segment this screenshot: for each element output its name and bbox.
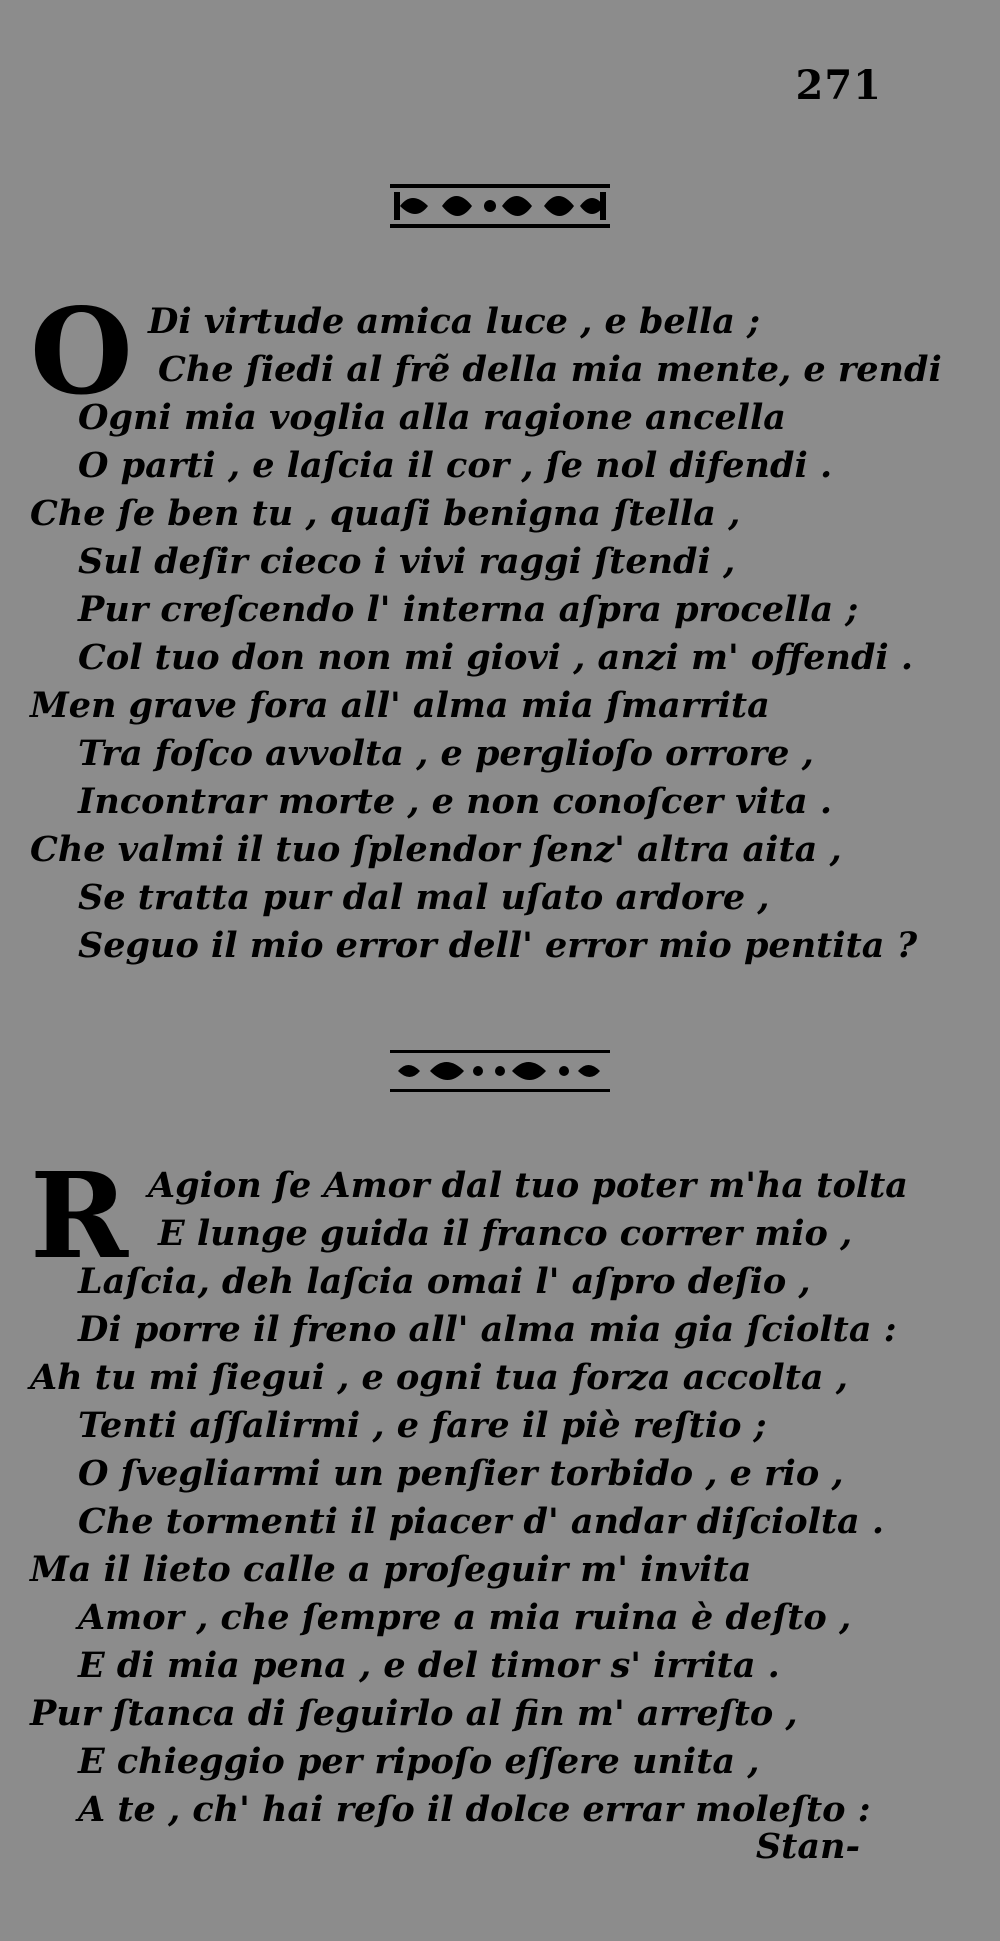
- sonnet-line: Tenti aſſalirmi , e fare il piè reſtio ;: [78, 1405, 767, 1446]
- sonnet-line: E di mia pena , e del timor s' irrita .: [78, 1645, 780, 1686]
- sonnet-line: Incontrar morte , e non conoſcer vita .: [78, 781, 833, 822]
- sonnet-line: Pur creſcendo l' interna aſpra procella ;: [78, 589, 859, 630]
- sonnet-line: Amor , che ſempre a mia ruina è deſto ,: [78, 1597, 852, 1638]
- drop-capital: O: [30, 282, 133, 421]
- sonnet-line: Pur ſtanca di ſeguirlo al fin m' arreſto ,: [30, 1693, 798, 1734]
- sonnet-line: [30, 1210, 940, 1258]
- sonnet-line: Seguo il mio error dell' error mio pentita ?: [78, 925, 918, 966]
- sonnet-line: Col tuo don non mi giovi , anzi m' offendi .: [78, 637, 914, 678]
- sonnet-line: Se tratta pur dal mal uſato ardore ,: [78, 877, 770, 918]
- sonnet-line: Che valmi il tuo ſplendor ſenz' altra aita ,: [30, 829, 842, 870]
- sonnet-line: Tra foſco avvolta , e perglioſo orrore ,: [78, 733, 814, 774]
- ornament-icon: [380, 178, 620, 234]
- ornament-icon: [380, 1046, 620, 1096]
- sonnet-line: Che ſe ben tu , quaſi benigna ſtella ,: [30, 493, 741, 534]
- line-text: Di virtude amica luce , e bella ;: [148, 301, 761, 342]
- sonnet-line: Laſcia, deh laſcia omai l' aſpro deſio ,: [78, 1261, 811, 1302]
- printers-ornament-middle: [0, 1046, 1000, 1106]
- catchword: Stan-: [755, 1826, 860, 1867]
- line-text: Agion ſe Amor dal tuo poter m'ha tolta: [148, 1165, 908, 1206]
- sonnet-line: O ſvegliarmi un penſier torbido , e rio ,: [78, 1453, 844, 1494]
- sonnet-first: [30, 282, 942, 970]
- line-text: Che ſiedi al frẽ della mia mente, e rendi: [158, 349, 942, 390]
- sonnet-line: [30, 346, 940, 394]
- page-number: 271: [795, 62, 882, 109]
- sonnet-line: Ah tu mi ſiegui , e ogni tua forza accolta ,: [30, 1357, 848, 1398]
- sonnet-line: Sul deſir cieco i vivi raggi ſtendi ,: [78, 541, 736, 582]
- sonnet-line: Che tormenti il piacer d' andar diſciolta .: [78, 1501, 885, 1542]
- line-text: E lunge guida il franco correr mio ,: [158, 1213, 853, 1254]
- sonnet-line: E chieggio per ripoſo eſſere unita ,: [78, 1741, 760, 1782]
- printers-ornament-top: [0, 178, 1000, 238]
- sonnet-line: Men grave fora all' alma mia ſmarrita: [30, 685, 770, 726]
- drop-capital: R: [30, 1146, 129, 1285]
- sonnet-line: Di porre il freno all' alma mia gia ſciolta :: [78, 1309, 897, 1350]
- sonnet-line: Ma il lieto calle a proſeguir m' invita: [30, 1549, 752, 1590]
- sonnet-line: Ogni mia voglia alla ragione ancella: [78, 397, 786, 438]
- sonnet-line: O parti , e laſcia il cor , ſe nol difendi .: [78, 445, 833, 486]
- sonnet-line: A te , ch' hai reſo il dolce errar moleſto :: [78, 1789, 871, 1830]
- sonnet-second: [30, 1146, 940, 1834]
